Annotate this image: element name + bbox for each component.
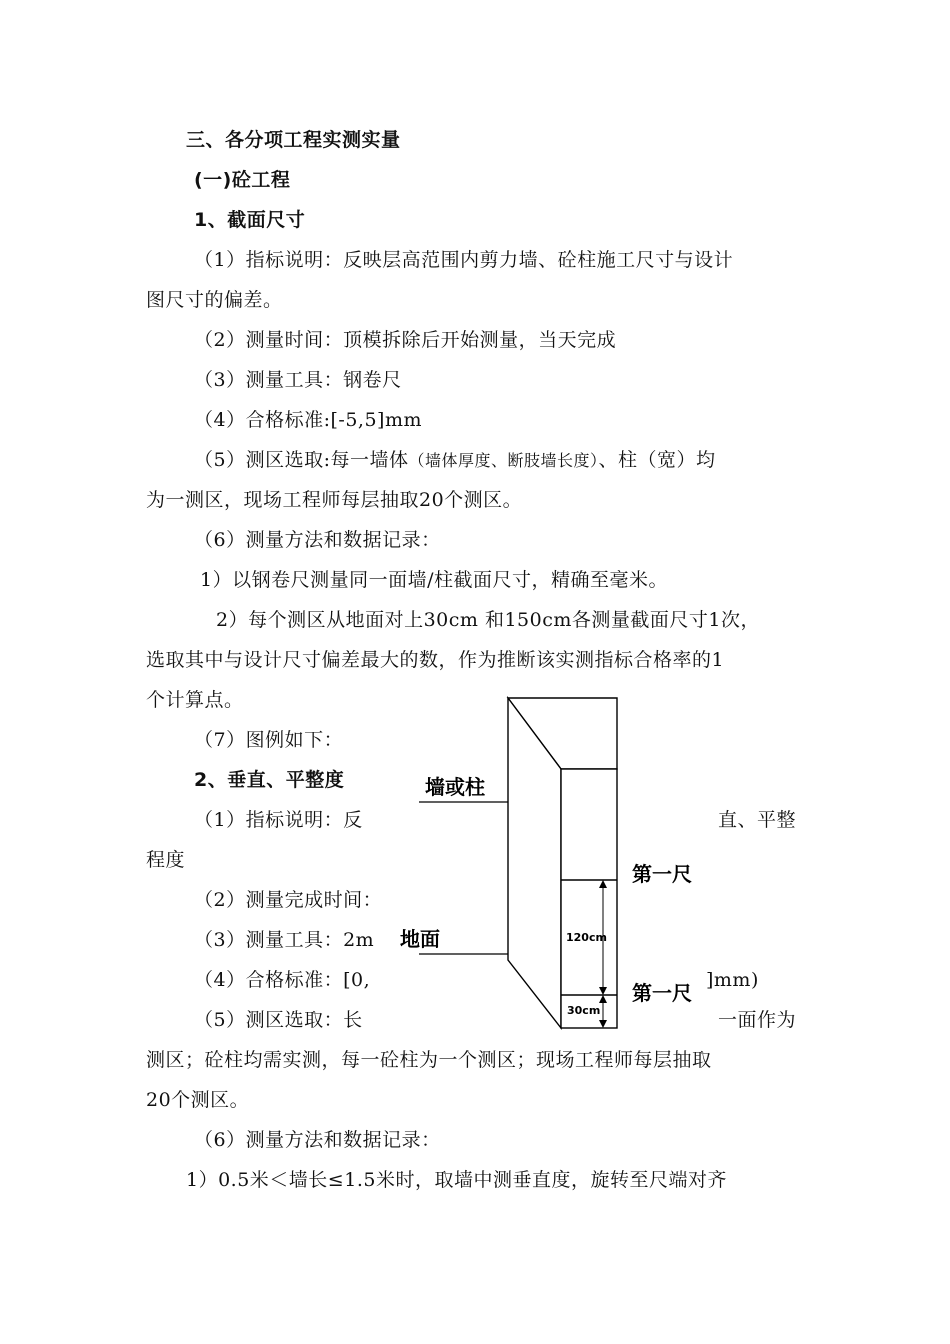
paragraph-line: （4）合格标准：[0,	[194, 969, 371, 991]
paragraph-line: 1）以钢卷尺测量同一面墙/柱截面尺寸，精确至毫米。	[200, 569, 668, 591]
section-title: 三、各分项工程实测实量	[186, 129, 401, 151]
paragraph-line: （4）合格标准:[-5,5]mm	[194, 409, 422, 431]
dim-label-30: 30cm	[567, 1004, 601, 1017]
paragraph-line: 个计算点。	[146, 689, 244, 711]
dim-label-120: 120cm	[566, 931, 607, 944]
paragraph-line: （1）指标说明：反映层高范围内剪力墙、砼柱施工尺寸与设计	[194, 249, 734, 271]
item-title-verticality: 2、垂直、平整度	[194, 769, 345, 791]
label-ruler-bottom: 第一尺	[632, 981, 692, 1005]
paragraph-line: 为一测区，现场工程师每层抽取20个测区。	[146, 489, 523, 511]
paragraph-line: 1）0.5米＜墙长≤1.5米时，取墙中测垂直度，旋转至尺端对齐	[186, 1169, 727, 1191]
paragraph-line: 20个测区。	[146, 1089, 250, 1111]
wall-block	[508, 698, 617, 1028]
paragraph-line: 直、平整	[718, 809, 797, 831]
item-title-section-size: 1、截面尺寸	[194, 209, 306, 231]
text-run: （5）测区选取:每一墙体	[194, 449, 409, 471]
paragraph-line: （5）测区选取：长	[194, 1009, 363, 1031]
paragraph-line: 图尺寸的偏差。	[146, 289, 283, 311]
paragraph-line: （3）测量工具：2m	[194, 929, 375, 951]
paragraph-line: 2）每个测区从地面对上30cm 和150cm各测量截面尺寸1次，	[216, 609, 760, 631]
paragraph-line: （3）测量工具：钢卷尺	[194, 369, 402, 391]
paragraph-line: （2）测量完成时间：	[194, 889, 383, 911]
label-ground: 地面	[400, 927, 440, 951]
paragraph-line: （6）测量方法和数据记录：	[194, 529, 441, 551]
subsection-title: (一)砼工程	[194, 169, 291, 191]
paragraph-line: 一面作为	[718, 1009, 797, 1031]
text-run: 、柱（宽）均	[598, 449, 716, 471]
paragraph-line: （2）测量时间：顶模拆除后开始测量，当天完成	[194, 329, 617, 351]
paragraph-line: 选取其中与设计尺寸偏差最大的数，作为推断该实测指标合格率的1	[146, 649, 725, 671]
text-run-small: （墙体厚度、断肢墙长度）	[408, 451, 599, 470]
paragraph-line: 程度	[146, 849, 186, 871]
paragraph-line: （7）图例如下：	[194, 729, 344, 751]
paragraph-line: （6）测量方法和数据记录：	[194, 1129, 441, 1151]
paragraph-line: ]mm)	[706, 969, 759, 991]
label-wall: 墙或柱	[425, 775, 485, 799]
label-ruler-top: 第一尺	[632, 862, 692, 886]
paragraph-line: （1）指标说明：反	[194, 809, 363, 831]
paragraph-line: 测区；砼柱均需实测，每一砼柱为一个测区；现场工程师每层抽取	[146, 1049, 712, 1071]
